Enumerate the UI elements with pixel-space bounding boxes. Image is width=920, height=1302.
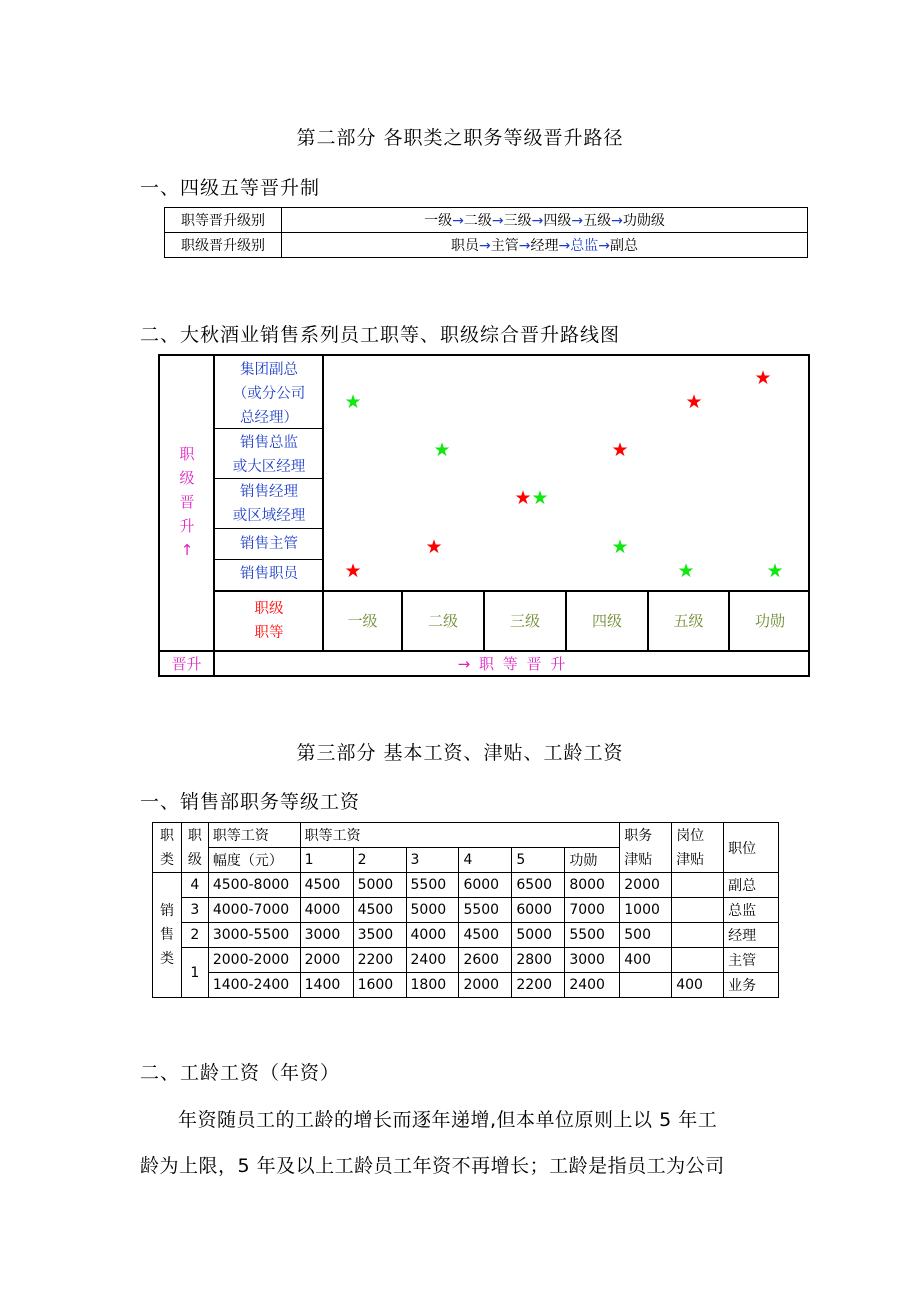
rank-label-director [216, 431, 322, 479]
grade-cell: 3 [181, 898, 208, 923]
star-green-1-vp: ★ [344, 391, 362, 413]
level-1: 一级 [347, 612, 378, 630]
divider [215, 559, 322, 560]
rank-label-staff [216, 562, 322, 586]
wage-cell: 4000 [406, 923, 459, 948]
arrow-right-icon: → [491, 213, 504, 229]
position-cell: 业务 [724, 973, 779, 998]
corner-label-line: 职级 [254, 601, 284, 617]
wage-cell: 5500 [565, 923, 620, 948]
wage-cell: 2000 [300, 948, 353, 973]
rank-label-line: 总经理） [240, 410, 298, 426]
step-label: 三级 [503, 213, 532, 229]
part3-title: 第三部分 基本工资、津贴、工龄工资 [296, 742, 624, 764]
header-wage-col: 3 [406, 848, 459, 873]
header-grade [181, 823, 208, 873]
header-text: 职务 [624, 827, 653, 844]
paragraph-line: 年资随员工的工龄的增长而逐年递增,但本单位原则上以 5 年工 [178, 1109, 718, 1131]
wage-cell: 2400 [406, 948, 459, 973]
range-cell: 3000-5500 [208, 923, 300, 948]
header-position: 职位 [724, 823, 779, 873]
wage-cell: 5500 [459, 898, 512, 923]
axis-char: 职 [179, 445, 195, 463]
wage-cell: 1400 [300, 973, 353, 998]
wage-cell: 2200 [353, 948, 406, 973]
range-cell: 1400-2400 [208, 973, 300, 998]
section3-heading: 一、销售部职务等级工资 [140, 791, 361, 813]
wage-cell: 5000 [512, 923, 565, 948]
wage-cell: 2400 [565, 973, 620, 998]
arrow-right-icon: → [598, 238, 610, 254]
grade-steps [282, 208, 808, 233]
header-wage-col: 2 [353, 848, 406, 873]
category-label: 销售类 [159, 903, 174, 967]
rank-label-vp [216, 358, 322, 430]
rank-label-line: 集团副总 [240, 362, 298, 378]
promotion-table [164, 207, 808, 258]
level-2: 二级 [427, 612, 458, 630]
paragraph-line: 龄为上限，5 年及以上工龄员工年资不再增长；工龄是指员工为公司 [140, 1155, 725, 1177]
range-cell: 4000-7000 [208, 898, 300, 923]
bottom-promotion-label: 晋升 [171, 655, 202, 673]
step-label: 副总 [609, 238, 638, 254]
position-cell: 主管 [724, 948, 779, 973]
promotion-diagram [158, 354, 810, 677]
rank-axis-label [160, 442, 214, 562]
star-red-5-vp: ★ [685, 391, 703, 413]
table-row [153, 923, 779, 948]
level-5: 五级 [673, 612, 704, 630]
header-post-allowance [672, 823, 724, 873]
row-label: 职级晋升级别 [165, 233, 282, 258]
wage-cell: 8000 [565, 873, 620, 898]
header-text: 职类 [159, 827, 174, 868]
arrow-right-icon: → [479, 238, 491, 254]
step-label: 总监 [570, 238, 599, 254]
header-wage: 职等工资 [300, 823, 620, 848]
wage-cell: 4500 [459, 923, 512, 948]
wage-cell: 3000 [300, 923, 353, 948]
rank-label-line: 或区域经理 [232, 508, 306, 524]
header-wage-col: 5 [512, 848, 565, 873]
star-red-merit-vp: ★ [754, 367, 772, 389]
post-allowance-cell [672, 948, 724, 973]
header-wage-col: 1 [300, 848, 353, 873]
header-text: 岗位 [676, 827, 705, 844]
table-row [153, 973, 779, 998]
axis-char: 升 [179, 517, 195, 535]
step-label: 功勋级 [622, 213, 665, 229]
duty-allowance-cell [620, 973, 672, 998]
axis-char: 级 [179, 469, 195, 487]
star-green-3-manager: ★ [531, 487, 549, 509]
range-cell: 2000-2000 [208, 948, 300, 973]
step-label: 经理 [530, 238, 559, 254]
rank-label-manager [216, 480, 322, 528]
header-text: 津贴 [624, 851, 653, 868]
wage-cell: 4000 [300, 898, 353, 923]
header-text: 职级 [187, 827, 202, 868]
star-red-4-director: ★ [611, 439, 629, 461]
duty-allowance-cell: 400 [620, 948, 672, 973]
rank-label-line: 销售总监 [240, 435, 298, 451]
up-arrow-icon: ↑ [180, 541, 194, 559]
star-green-merit-staff: ★ [766, 560, 784, 582]
corner-label-line: 职等 [254, 625, 284, 641]
part2-title: 第二部分 各职类之职务等级晋升路径 [296, 127, 624, 149]
table-header-row [153, 823, 779, 848]
duty-allowance-cell: 1000 [620, 898, 672, 923]
wage-cell: 6500 [512, 873, 565, 898]
grade-cell: 1 [181, 948, 208, 998]
wage-cell: 5000 [353, 873, 406, 898]
position-cell: 副总 [724, 873, 779, 898]
step-label: 五级 [583, 213, 612, 229]
post-allowance-cell [672, 898, 724, 923]
level-3: 三级 [509, 612, 540, 630]
table-row [153, 898, 779, 923]
table-row [153, 948, 779, 973]
rank-label-line: 销售职员 [240, 566, 298, 582]
header-range: 职等工资 [208, 823, 300, 848]
step-label: 职员 [451, 238, 480, 254]
duty-allowance-cell: 500 [620, 923, 672, 948]
range-cell: 4500-8000 [208, 873, 300, 898]
wage-cell: 2000 [459, 973, 512, 998]
star-red-1-staff: ★ [344, 560, 362, 582]
post-allowance-cell: 400 [672, 973, 724, 998]
step-label: 四级 [543, 213, 572, 229]
wage-cell: 3000 [565, 948, 620, 973]
salary-body [153, 873, 779, 998]
post-allowance-cell [672, 873, 724, 898]
divider [215, 528, 322, 529]
row-label: 职等晋升级别 [165, 208, 282, 233]
grade-cell: 2 [181, 923, 208, 948]
grade-cell: 4 [181, 873, 208, 898]
wage-cell: 2600 [459, 948, 512, 973]
section1-heading: 一、四级五等晋升制 [140, 177, 321, 199]
star-green-4-supervisor: ★ [611, 536, 629, 558]
post-allowance-cell [672, 923, 724, 948]
arrow-right-icon: → [531, 213, 544, 229]
star-green-5-staff: ★ [677, 560, 695, 582]
table-row [153, 873, 779, 898]
corner-label [216, 597, 322, 645]
rank-steps [282, 233, 808, 258]
salary-table [152, 822, 779, 998]
wage-cell: 1800 [406, 973, 459, 998]
header-category [153, 823, 182, 873]
table-row [165, 208, 808, 233]
arrow-right-icon: → [571, 213, 584, 229]
star-red-2-supervisor: ★ [425, 536, 443, 558]
header-text: 津贴 [676, 851, 705, 868]
rank-label-line: 销售经理 [240, 484, 298, 500]
step-label: 二级 [463, 213, 492, 229]
grade-axis-label: → 职 等 晋 升 [457, 655, 568, 673]
wage-cell: 4500 [300, 873, 353, 898]
star-red-3-manager: ★ [514, 487, 532, 509]
header-wage-col: 功勋 [565, 848, 620, 873]
wage-cell: 5000 [406, 898, 459, 923]
wage-cell: 6000 [459, 873, 512, 898]
wage-cell: 3500 [353, 923, 406, 948]
header-duty-allowance [620, 823, 672, 873]
arrow-right-icon: → [518, 238, 531, 254]
axis-char: 晋 [179, 493, 195, 511]
section4-heading: 二、工龄工资（年资） [140, 1062, 341, 1084]
category-cell [153, 873, 182, 998]
wage-cell: 2200 [512, 973, 565, 998]
wage-cell: 4500 [353, 898, 406, 923]
wage-cell: 2800 [512, 948, 565, 973]
table-row [165, 233, 808, 258]
wage-cell: 1600 [353, 973, 406, 998]
position-cell: 经理 [724, 923, 779, 948]
rank-label-line: （或分公司 [232, 386, 306, 402]
level-4: 四级 [591, 612, 622, 630]
wage-cell: 7000 [565, 898, 620, 923]
star-green-2-director: ★ [433, 439, 451, 461]
rank-label-line: 销售主管 [240, 536, 298, 552]
position-cell: 总监 [724, 898, 779, 923]
header-wage-col: 4 [459, 848, 512, 873]
header-range-unit: 幅度（元） [208, 848, 300, 873]
step-label: 一级 [424, 213, 453, 229]
section2-heading: 二、大秋酒业销售系列员工职等、职级综合晋升路线图 [140, 324, 621, 346]
arrow-right-icon: → [558, 238, 571, 254]
step-label: 主管 [490, 238, 519, 254]
wage-cell: 5500 [406, 873, 459, 898]
arrow-right-icon: → [452, 213, 464, 229]
level-merit: 功勋 [754, 612, 785, 630]
wage-cell: 6000 [512, 898, 565, 923]
duty-allowance-cell: 2000 [620, 873, 672, 898]
arrow-right-icon: → [611, 213, 623, 229]
rank-label-line: 或大区经理 [232, 459, 306, 475]
rank-label-supervisor [216, 532, 322, 556]
